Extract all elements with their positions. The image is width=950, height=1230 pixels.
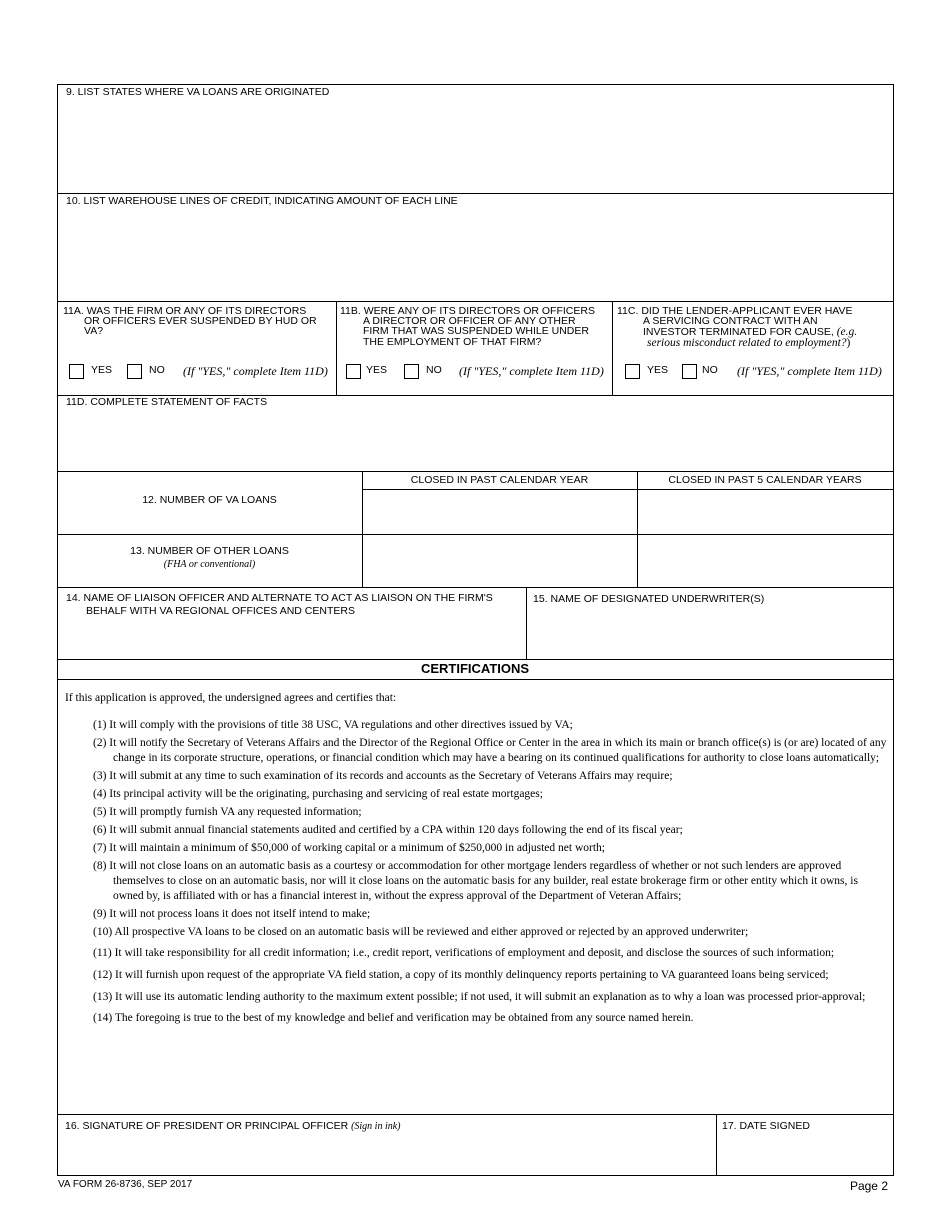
loans-col-past-5-years: CLOSED IN PAST 5 CALENDAR YEARS [668, 474, 862, 486]
item11b-note: (If "YES," complete Item 11D) [459, 364, 604, 378]
item11a-yes-checkbox[interactable] [69, 364, 84, 379]
item13-label: 13. NUMBER OF OTHER LOANS [130, 545, 289, 557]
divider [57, 659, 893, 660]
certification-item-13: (13) It will use its automatic lending authority to the maximum extent possible; if not used, it will submit an explanation as to why a loan was processed prior-approval; [93, 991, 866, 1003]
item11b-no-checkbox[interactable] [404, 364, 419, 379]
item16-label-text: 16. SIGNATURE OF PRESIDENT OR PRINCIPAL OFFICER [65, 1120, 352, 1132]
item12-past-5-years-field[interactable] [638, 490, 892, 533]
certification-item-1: (1) It will comply with the provisions of title 38 USC, VA regulations and other directives issued by VA; [93, 719, 573, 731]
item11c-label-3b: (e.g. [836, 326, 858, 338]
divider [612, 301, 613, 395]
item13-past-year-field[interactable] [363, 535, 636, 587]
item11c-note: (If "YES," complete Item 11D) [737, 364, 882, 378]
item10-label: 10. LIST WAREHOUSE LINES OF CREDIT, INDICATING AMOUNT OF EACH LINE [66, 195, 458, 207]
item11c-yes-checkbox[interactable] [625, 364, 640, 379]
divider [57, 471, 893, 472]
item11c-label-3a: INVESTOR TERMINATED FOR CAUSE, [643, 326, 837, 338]
item11a-note: (If "YES," complete Item 11D) [183, 364, 328, 378]
certification-item-4: (4) Its principal activity will be the originating, purchasing and servicing of real estate mortgages; [93, 788, 543, 800]
item11c-label-2: A SERVICING CONTRACT WITH AN [643, 315, 818, 327]
item11b-label-1: 11B. WERE ANY OF ITS DIRECTORS OR OFFICERS [340, 305, 595, 317]
item11a-label-1: 11A. WAS THE FIRM OR ANY OF ITS DIRECTORS [63, 305, 307, 317]
loans-col-past-year: CLOSED IN PAST CALENDAR YEAR [410, 474, 589, 486]
certification-item-8: (8) It will not close loans on an automatic basis as a courtesy or accommodation for other mortgage lenders regardless of whether or not such lenders are approved themselves to close on an automatic basis, nor will it close loans on the automatic basis for any builder, real estate brokerage firm or other entity which it owns, is owned by, is affiliated with or has a financial interest in, without the express approval of the Department of Veteran Affairs; [93, 860, 858, 902]
item11a-label-2: OR OFFICERS EVER SUSPENDED BY HUD OR [84, 315, 317, 327]
item17-label: 17. DATE SIGNED [722, 1120, 810, 1132]
certification-item-11: (11) It will take responsibility for all credit information; i.e., credit report, verifications of employment and deposit, and disclose the sources of such information; [93, 947, 835, 959]
item9-field[interactable] [58, 100, 892, 193]
signature-field[interactable] [58, 1135, 715, 1175]
page-number: Page 2 [849, 1179, 888, 1193]
item13-sublabel: (FHA or conventional) [163, 559, 256, 570]
item10-field[interactable] [58, 210, 892, 300]
item11c-yes-label: YES [647, 364, 669, 376]
item11c-label-4 [647, 338, 850, 349]
form-identifier: VA FORM 26-8736, SEP 2017 [58, 1179, 193, 1190]
item11a-yes-label: YES [91, 364, 113, 376]
item11c-no-label: NO [702, 364, 718, 376]
divider [57, 679, 893, 680]
item12-past-year-field[interactable] [363, 490, 636, 533]
item11b-label-3: FIRM THAT WAS SUSPENDED WHILE UNDER [363, 325, 589, 337]
item12-label: 12. NUMBER OF VA LOANS [142, 494, 277, 506]
item11b-no-label: NO [426, 364, 442, 376]
certification-item-9: (9) It will not process loans it does not itself intend to make; [93, 908, 371, 920]
divider [336, 301, 337, 395]
certification-item-2: (2) It will notify the Secretary of Veterans Affairs and the Director of the Regional Office or Center in the area in which its main or branch office(s) is (or are) located of any change in its corporate structure, operations, or financial condition which may have a bearing on its continued qualifications for authority to close loans automatically; [93, 737, 887, 764]
item11d-label: 11D. COMPLETE STATEMENT OF FACTS [66, 396, 268, 408]
certifications-heading: CERTIFICATIONS [420, 661, 530, 676]
certification-item-7: (7) It will maintain a minimum of $50,000 of working capital or a minimum of $250,000 in adjusted net worth; [93, 842, 605, 854]
item11a-no-label: NO [149, 364, 165, 376]
item13-past-5-years-field[interactable] [638, 535, 892, 587]
item14-label-2: BEHALF WITH VA REGIONAL OFFICES AND CENTERS [86, 605, 355, 617]
item16-note: (Sign in ink) [351, 1121, 401, 1132]
divider [57, 1114, 893, 1115]
item14-label-1: 14. NAME OF LIAISON OFFICER AND ALTERNATE TO ACT AS LIAISON ON THE FIRM'S [66, 592, 493, 604]
item11b-yes-checkbox[interactable] [346, 364, 361, 379]
divider [57, 301, 893, 302]
item15-field[interactable] [527, 608, 892, 658]
item11d-field[interactable] [58, 410, 892, 470]
date-signed-field[interactable] [717, 1135, 892, 1175]
item11b-yes-label: YES [366, 364, 388, 376]
item11a-label-3: VA? [84, 325, 104, 337]
item11b-label-2: A DIRECTOR OR OFFICER OF ANY OTHER [363, 315, 576, 327]
item15-label: 15. NAME OF DESIGNATED UNDERWRITER(S) [533, 593, 765, 605]
certification-item-3: (3) It will submit at any time to such examination of its records and accounts as the Secretary of Veterans Affairs may require; [93, 770, 673, 782]
certifications-list [93, 718, 888, 1029]
certification-item-12: (12) It will furnish upon request of the appropriate VA field station, a copy of its monthly delinquency reports pertaining to VA guaranteed loans being serviced; [93, 969, 829, 981]
certification-item-10: (10) All prospective VA loans to be closed on an automatic basis will be reviewed and either approved or rejected by an approved underwriter; [93, 926, 749, 938]
item11a-no-checkbox[interactable] [127, 364, 142, 379]
certification-item-5: (5) It will promptly furnish VA any requested information; [93, 806, 362, 818]
certification-item-14: (14) The foregoing is true to the best of my knowledge and belief and verification may be obtained from any source named herein. [93, 1012, 694, 1024]
item16-label [65, 1121, 401, 1132]
item11c-no-checkbox[interactable] [682, 364, 697, 379]
certification-item-6: (6) It will submit annual financial statements audited and certified by a CPA within 120 days following the end of its fiscal year; [93, 824, 683, 836]
item11b-label-4: THE EMPLOYMENT OF THAT FIRM? [363, 336, 542, 348]
item14-field[interactable] [58, 620, 525, 658]
item11c-label-1: 11C. DID THE LENDER-APPLICANT EVER HAVE [617, 305, 853, 317]
item11c-label-4-end: ) [846, 337, 851, 349]
divider [57, 587, 893, 588]
item9-label: 9. LIST STATES WHERE VA LOANS ARE ORIGINATED [66, 86, 330, 98]
item11c-label-4-text: serious misconduct related to employment? [647, 337, 847, 349]
certifications-intro: If this application is approved, the undersigned agrees and certifies that: [65, 692, 397, 704]
divider [57, 193, 893, 194]
